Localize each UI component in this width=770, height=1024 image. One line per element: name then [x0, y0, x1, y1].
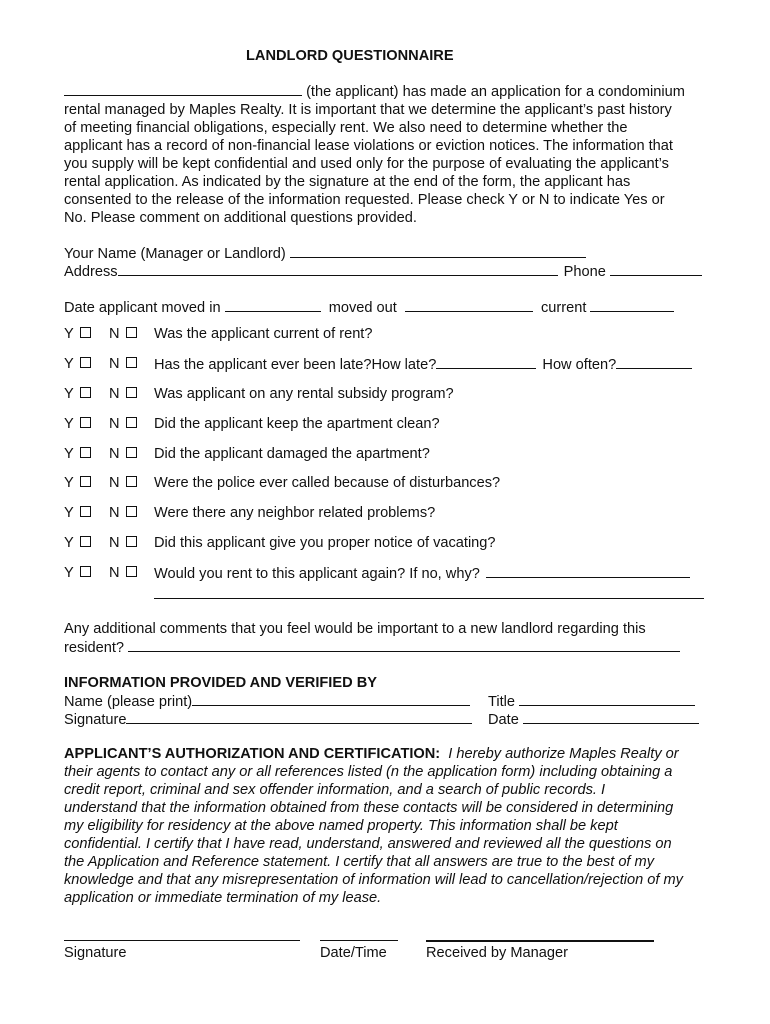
yes-checkbox[interactable] [80, 417, 91, 428]
how-often-label: How often? [542, 357, 617, 373]
no-checkbox[interactable] [126, 357, 137, 368]
yes-checkbox[interactable] [80, 357, 91, 368]
no-checkbox[interactable] [126, 506, 137, 517]
how-late-label: How late? [371, 357, 437, 373]
moved-in-field[interactable] [225, 298, 321, 312]
cert-line: the Application and Reference statement. I certify that all answers are true to the best of my [64, 854, 654, 870]
cert-line: knowledge and that any misrepresentation of information will lead to cancellation/rejection of my [64, 872, 683, 888]
no-label: N [109, 446, 120, 462]
verified-signature-field[interactable] [126, 710, 472, 724]
comments-field[interactable] [128, 638, 680, 652]
comments-row [64, 638, 680, 657]
cert-line: credit report, criminal and sex offender information, and a search of public records. I [64, 782, 606, 798]
no-label: N [109, 565, 120, 581]
landlord-name-label: Your Name (Manager or Landlord) [64, 246, 286, 262]
landlord-name-field[interactable] [290, 244, 586, 258]
question-text: Were there any neighbor related problems? [154, 505, 436, 521]
question-text: Did this applicant give you proper notice of vacating? [154, 535, 496, 551]
yes-checkbox[interactable] [80, 387, 91, 398]
intro-line-4: applicant has a record of non-financial lease violations or eviction notices. The information that [64, 138, 673, 154]
how-late-field[interactable] [436, 355, 536, 369]
verified-title-field[interactable] [519, 692, 695, 706]
question-text: Would you rent to this applicant again? If no, why? [154, 566, 480, 582]
verified-date-field[interactable] [523, 710, 699, 724]
rent-again-field-line-2[interactable] [154, 598, 704, 599]
yes-checkbox[interactable] [80, 506, 91, 517]
question-row [0, 325, 770, 343]
intro-text-1: (the applicant) has made an application for a condominium [306, 84, 685, 100]
received-by-field[interactable] [426, 940, 654, 942]
how-often-field[interactable] [616, 355, 692, 369]
dates-row [64, 298, 674, 317]
no-label: N [109, 416, 120, 432]
no-checkbox[interactable] [126, 387, 137, 398]
no-checkbox[interactable] [126, 327, 137, 338]
comments-label-1: Any additional comments that you feel would be important to a new landlord regarding this [64, 621, 646, 637]
cert-first-line: I hereby authorize Maples Realty or [448, 746, 679, 762]
intro-line-7: consented to the release of the information requested. Please check Y or N to indicate Yes or [64, 192, 665, 208]
no-checkbox[interactable] [126, 476, 137, 487]
cert-line-1 [64, 745, 724, 763]
question-row [0, 564, 770, 582]
certification-paragraph [64, 745, 724, 907]
yes-checkbox[interactable] [80, 447, 91, 458]
question-text: Was applicant on any rental subsidy program? [154, 386, 454, 402]
moved-out-label: moved out [328, 300, 397, 316]
yes-label: Y [64, 416, 74, 432]
intro-line-1 [64, 82, 714, 101]
question-row [0, 504, 770, 522]
cert-line: understand that the information obtained from these contacts will be considered in determining [64, 800, 674, 816]
verified-name-label: Name (please print) [64, 694, 193, 710]
no-label: N [109, 535, 120, 551]
cert-line: application or immediate termination of my lease. [64, 890, 382, 906]
intro-line-6: rental application. As indicated by the signature at the end of the form, the applicant has [64, 174, 631, 190]
verified-heading: INFORMATION PROVIDED AND VERIFIED BY [64, 675, 377, 691]
question-row [0, 445, 770, 463]
yes-checkbox[interactable] [80, 536, 91, 547]
landlord-name-row [64, 244, 586, 263]
verified-title-row [488, 692, 695, 711]
rent-again-field[interactable] [486, 564, 690, 578]
moved-in-label: Date applicant moved in [64, 300, 221, 316]
signature-label: Signature [64, 945, 127, 961]
cert-line: my eligibility for residency at the above named property. This information shall be kept [64, 818, 618, 834]
question-row [0, 385, 770, 403]
intro-line-5: you supply will be kept confidential and used only for the purpose of evaluating the applicant’s [64, 156, 669, 172]
yes-checkbox[interactable] [80, 566, 91, 577]
page-title: LANDLORD QUESTIONNAIRE [246, 48, 454, 64]
intro-line-8: No. Please comment on additional questions provided. [64, 210, 417, 226]
datetime-field[interactable] [320, 940, 398, 941]
cert-line: their agents to contact any or all references listed (n the application form) including obtaining a [64, 764, 673, 780]
yes-label: Y [64, 535, 74, 551]
phone-label: Phone [563, 264, 606, 280]
yes-checkbox[interactable] [80, 327, 91, 338]
verified-signature-row [64, 710, 472, 729]
no-checkbox[interactable] [126, 417, 137, 428]
yes-checkbox[interactable] [80, 476, 91, 487]
verified-name-row [64, 692, 470, 711]
cert-line: confidential. I certify that I have read, understand, answered and reviewed all the questions on [64, 836, 672, 852]
intro-line-2: rental managed by Maples Realty. It is important that we determine the applicant’s past history [64, 102, 672, 118]
question-text: Has the applicant ever been late? [154, 357, 372, 373]
verified-title-label: Title [488, 694, 516, 710]
yes-label: Y [64, 565, 74, 581]
comments-label-2: resident? [64, 640, 125, 656]
no-label: N [109, 356, 120, 372]
no-checkbox[interactable] [126, 536, 137, 547]
datetime-label: Date/Time [320, 945, 387, 961]
applicant-signature-field[interactable] [64, 940, 300, 941]
no-label: N [109, 475, 120, 491]
intro-paragraph [64, 82, 714, 227]
question-row [0, 534, 770, 552]
applicant-name-field[interactable] [64, 82, 302, 96]
address-field[interactable] [118, 262, 558, 276]
yes-label: Y [64, 386, 74, 402]
yes-label: Y [64, 505, 74, 521]
yes-label: Y [64, 475, 74, 491]
yes-label: Y [64, 356, 74, 372]
no-label: N [109, 386, 120, 402]
address-row [64, 262, 702, 281]
question-row [0, 355, 770, 373]
verified-date-row [488, 710, 699, 729]
phone-field[interactable] [610, 262, 702, 276]
no-label: N [109, 326, 120, 342]
question-row [0, 415, 770, 433]
no-checkbox[interactable] [126, 566, 137, 577]
intro-line-3: of meeting financial obligations, especially rent. We also need to determine whether the [64, 120, 628, 136]
verified-date-label: Date [488, 712, 519, 728]
yes-label: Y [64, 446, 74, 462]
no-checkbox[interactable] [126, 447, 137, 458]
current-field[interactable] [590, 298, 674, 312]
moved-out-field[interactable] [405, 298, 533, 312]
address-label: Address [64, 264, 118, 280]
yes-label: Y [64, 326, 74, 342]
cert-heading: APPLICANT’S AUTHORIZATION AND CERTIFICATION: [64, 746, 441, 762]
current-label: current [540, 300, 587, 316]
question-text: Were the police ever called because of disturbances? [154, 475, 501, 491]
question-row [0, 474, 770, 492]
question-text: Did the applicant keep the apartment clean? [154, 416, 440, 432]
no-label: N [109, 505, 120, 521]
question-text: Was the applicant current of rent? [154, 326, 373, 342]
received-by-label: Received by Manager [426, 945, 568, 961]
verified-signature-label: Signature [64, 712, 127, 728]
verified-name-field[interactable] [192, 692, 470, 706]
question-text: Did the applicant damaged the apartment? [154, 446, 430, 462]
